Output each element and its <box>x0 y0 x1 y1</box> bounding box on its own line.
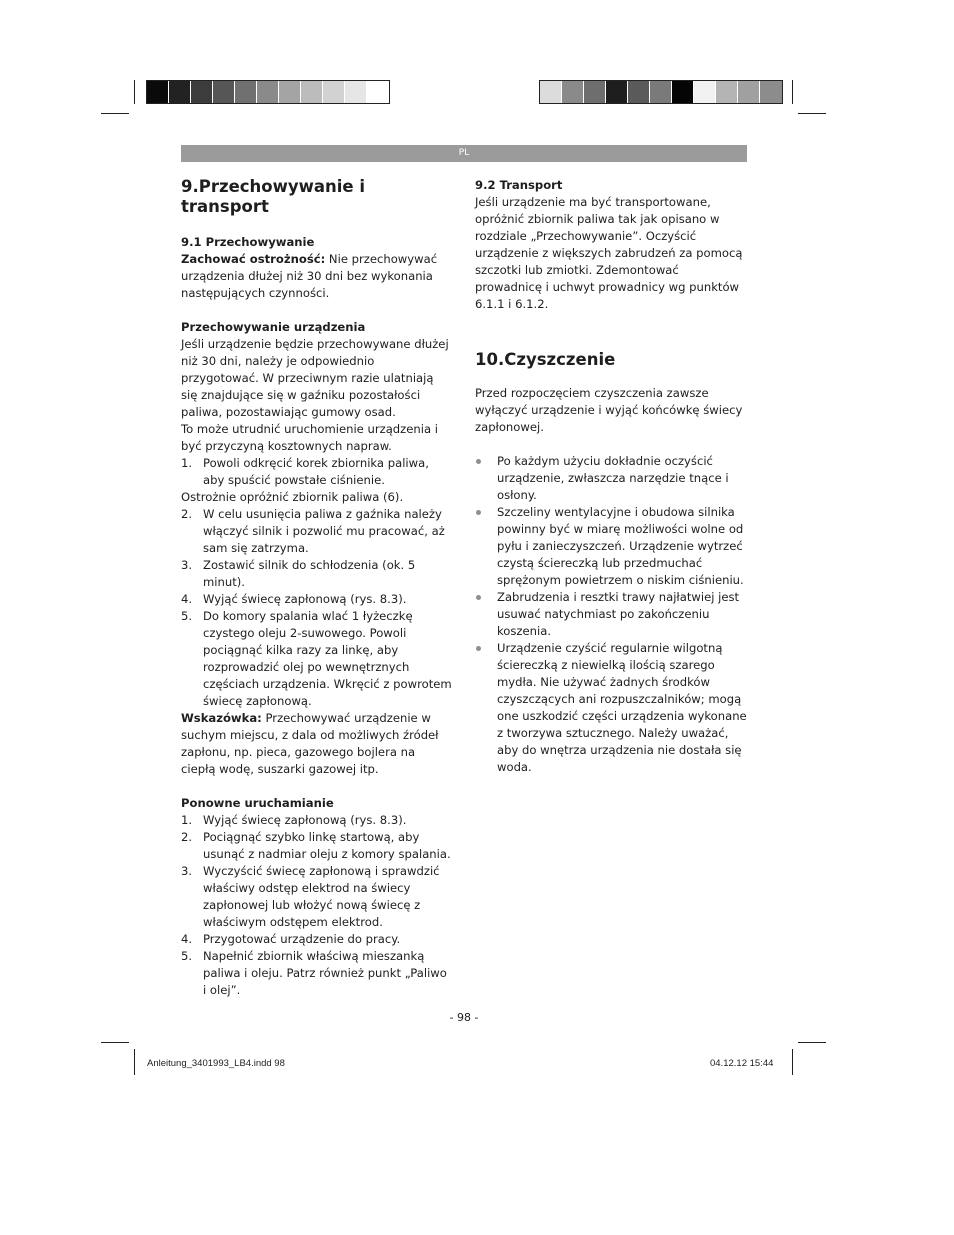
restart-step-list <box>181 812 453 999</box>
subsection-heading-storage: 9.1 Przechowywanie <box>181 235 315 249</box>
color-swatch <box>540 81 562 103</box>
bullet-text: Szczeliny wentylacyjne i obudowa silnika powinny być w miarę możliwości wolne od pyłu i zanieczyszczeń. Urządzenie wytrzeć czystą ściereczką lub przedmuchać sprężonym powietrzem o niskim ciśnieniu. <box>497 505 744 587</box>
color-swatch <box>606 81 628 103</box>
list-item <box>181 506 453 557</box>
step-number: 2. <box>181 830 193 844</box>
color-swatch <box>301 81 323 103</box>
tip-paragraph <box>181 710 453 778</box>
bullet-text: Po każdym użyciu dokładnie oczyścić urządzenie, zwłaszcza narzędzie tnące i osłony. <box>497 454 729 502</box>
color-swatch <box>147 81 169 103</box>
color-swatch <box>672 81 694 103</box>
step-number: 4. <box>181 592 193 606</box>
language-label: PL <box>458 148 470 158</box>
transport-heading: 9.2 Transport <box>475 178 563 192</box>
step-text: Przygotować urządzenie do pracy. <box>203 932 401 946</box>
list-item <box>181 557 453 591</box>
cleaning-intro: Przed rozpoczęciem czyszczenia zawsze wyłączyć urządzenie i wyjąć końcówkę świecy zapłonowej. <box>475 386 743 434</box>
list-item <box>181 948 453 999</box>
bullet-icon <box>476 646 481 651</box>
color-swatch <box>213 81 235 103</box>
crop-mark <box>792 80 793 104</box>
crop-mark <box>798 113 826 114</box>
color-registration-bar-right <box>539 80 783 104</box>
step-text: Napełnić zbiornik właściwą mieszanką paliwa i oleju. Patrz również punkt „Paliwo i olej”. <box>203 949 447 997</box>
list-item <box>181 608 453 710</box>
crop-mark <box>101 1042 129 1043</box>
bullet-icon <box>476 510 481 515</box>
step-text: Wyczyścić świecę zapłonową i sprawdzić właściwy odstęp elektrod na świecy zapłonowej lub włożyć nową świecę z właściwym odstępem elektrod. <box>203 864 440 929</box>
color-swatch <box>760 81 782 103</box>
step-number: 3. <box>181 864 193 878</box>
color-swatch <box>169 81 191 103</box>
color-swatch <box>367 81 389 103</box>
tip-label: Wskazówka: <box>181 711 262 725</box>
crop-mark <box>792 1049 793 1075</box>
step-text: Wyjąć świecę zapłonową (rys. 8.3). <box>203 813 407 827</box>
list-item <box>475 589 747 640</box>
color-swatch <box>257 81 279 103</box>
color-swatch <box>716 81 738 103</box>
caution-text: Nie przechowywać urządzenia dłużej niż 30 dni bez wykonania następujących czynności. <box>181 252 438 300</box>
language-bar <box>181 145 747 162</box>
crop-mark <box>134 80 135 104</box>
color-swatch <box>235 81 257 103</box>
bullet-icon <box>476 595 481 600</box>
color-swatch <box>562 81 584 103</box>
color-swatch <box>191 81 213 103</box>
crop-mark <box>134 1049 135 1075</box>
color-swatch <box>650 81 672 103</box>
caution-label: Zachować ostrożność: <box>181 252 326 266</box>
section-title-cleaning: 10.Czyszczenie <box>475 350 616 369</box>
device-storage-paragraph: To może utrudnić uruchomienie urządzenia i być przyczyną kosztownych napraw. <box>181 422 438 453</box>
bullet-text: Zabrudzenia i resztki trawy najłatwiej jest usuwać natychmiast po zakończeniu koszenia. <box>497 590 740 638</box>
transport-paragraph: Jeśli urządzenie ma być transportowane, opróżnić zbiornik paliwa tak jak opisano w rozdziale „Przechowywanie”. Oczyścić urządzenie z większych zabrudzeń za pomocą szczotki lub zmiotki. Zdemontować prowadnicę i uchwyt prowadnicy wg punktów 6.1.1 i 6.1.2. <box>475 195 743 311</box>
crop-mark <box>798 1042 826 1043</box>
device-storage-paragraph: Jeśli urządzenie będzie przechowywane dłużej niż 30 dni, należy je odpowiednio przygotować. W przeciwnym razie ulatniają się znajdujące się w gaźniku pozostałości paliwa, pozostawiając gumowy osad. <box>181 337 449 419</box>
device-storage-heading: Przechowywanie urządzenia <box>181 320 366 334</box>
list-item <box>181 863 453 931</box>
step-text: Zostawić silnik do schłodzenia (ok. 5 minut). <box>203 558 416 589</box>
list-item <box>181 591 453 608</box>
footer-file-info: Anleitung_3401993_LB4.indd 98 <box>147 1058 285 1069</box>
left-column <box>181 177 453 999</box>
color-registration-bar-left <box>146 80 390 104</box>
list-item <box>475 453 747 504</box>
list-item <box>181 455 453 489</box>
step-number: 5. <box>181 949 193 963</box>
step-number: 1. <box>181 813 193 827</box>
right-column <box>475 177 747 776</box>
color-swatch <box>738 81 760 103</box>
step-number: 4. <box>181 932 193 946</box>
caution-paragraph <box>181 251 453 302</box>
storage-step-list <box>181 506 453 710</box>
list-item <box>181 829 453 863</box>
list-item <box>181 812 453 829</box>
color-swatch <box>323 81 345 103</box>
step-text: Powoli odkręcić korek zbiornika paliwa, aby spuścić powstałe ciśnienie. <box>203 456 429 487</box>
list-item <box>181 931 453 948</box>
step-text: Wyjąć świecę zapłonową (rys. 8.3). <box>203 592 407 606</box>
tip-text: Przechowywać urządzenie w suchym miejscu, z dala od możliwych źródeł zapłonu, np. pieca, gazowego bojlera na ciepłą wodę, suszarki gazowej itp. <box>181 711 439 776</box>
restart-heading: Ponowne uruchamianie <box>181 796 334 810</box>
color-swatch <box>628 81 650 103</box>
empty-tank-note: Ostrożnie opróżnić zbiornik paliwa (6). <box>181 490 404 504</box>
list-item <box>475 504 747 589</box>
step-number: 1. <box>181 456 193 470</box>
page-number: - 98 - <box>449 1011 479 1024</box>
color-swatch <box>279 81 301 103</box>
crop-mark <box>101 113 129 114</box>
color-swatch <box>694 81 716 103</box>
color-swatch <box>345 81 367 103</box>
cleaning-bullet-list <box>475 453 747 776</box>
step-number: 3. <box>181 558 193 572</box>
list-item <box>475 640 747 776</box>
step-number: 2. <box>181 507 193 521</box>
bullet-icon <box>476 459 481 464</box>
section-title-storage-transport: 9.Przechowywanie i transport <box>181 177 366 216</box>
step-text: W celu usunięcia paliwa z gaźnika należy włączyć silnik i pozwolić mu pracować, aż sam się zatrzyma. <box>203 507 445 555</box>
step-text: Pociągnąć szybko linkę startową, aby usunąć z nadmiar oleju z komory spalania. <box>203 830 451 861</box>
step-text: Do komory spalania wlać 1 łyżeczkę czystego oleju 2-suwowego. Powoli pociągnąć kilka razy za linkę, aby rozprowadzić olej po wewnętrznych częściach urządzenia. Wkręcić z powrotem świecę zapłonową. <box>203 609 452 708</box>
bullet-text: Urządzenie czyścić regularnie wilgotną ściereczką z niewielką ilością szarego mydła. Nie używać żadnych środków czyszczących ani rozpuszczalników; mogą one uszkodzić części urządzenia wykonane z tworzywa sztucznego. Należy uważać, aby do wnętrza urządzenia nie dostała się woda. <box>497 641 747 774</box>
footer-timestamp: 04.12.12 15:44 <box>710 1058 774 1069</box>
storage-step-list <box>181 455 453 489</box>
step-number: 5. <box>181 609 193 623</box>
color-swatch <box>584 81 606 103</box>
